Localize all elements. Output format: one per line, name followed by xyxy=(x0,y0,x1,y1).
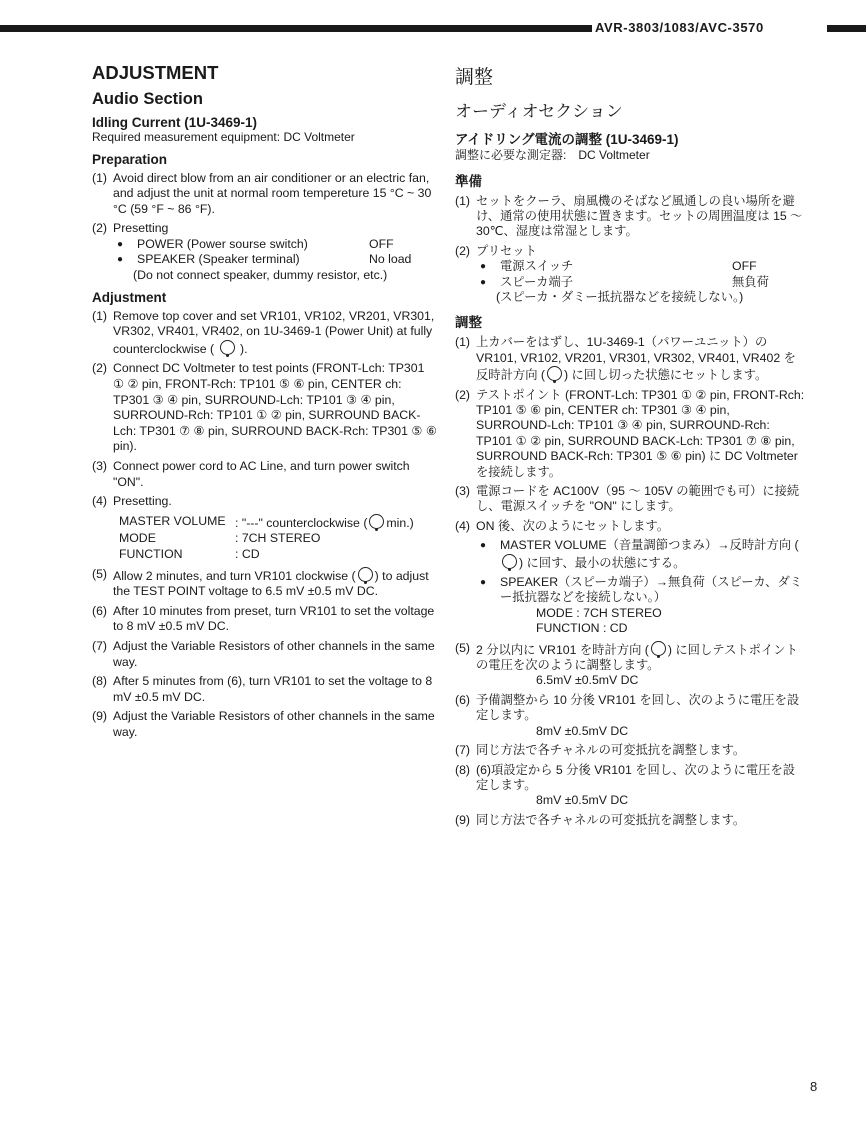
text-pins-p34: ③ ④ xyxy=(152,392,179,407)
text-jp-prep2-num: (2) xyxy=(455,243,471,258)
text-jp-a4-num: (4) xyxy=(455,518,471,533)
text-jp-a7-num: (7) xyxy=(455,743,471,758)
adj-item-4 xyxy=(92,494,438,562)
adj-item-1-jp xyxy=(455,335,805,383)
text-jp-a5-p2: ) に回しテストポイントの電圧を次のように調整します。 xyxy=(476,642,798,673)
text-en-power-value: OFF xyxy=(369,236,394,251)
text-jp-a2-p2: pin, FRONT-Rch: TP101 xyxy=(476,387,805,417)
cw-knob-icon xyxy=(358,567,373,582)
adj-item-1 xyxy=(92,309,438,358)
text-en-a2-p2: pin, FRONT-Rch: TP101 xyxy=(141,377,276,392)
text-jp-a2-num: (2) xyxy=(455,387,471,402)
text-block xyxy=(476,388,805,480)
text-pins-p12: ① ② xyxy=(256,408,282,423)
cw-knob-icon xyxy=(651,641,666,656)
prep-item-2 xyxy=(92,221,438,283)
text-jp-a1-p1: 上カバーをはずし、1U-3469-1（パワーユニット）の VR101, VR102, VR201, VR301, VR302, VR401, VR402 を反時計方向 ( xyxy=(476,335,796,383)
text-en-a3: Connect power cord to AC Line, and turn power switch "ON". xyxy=(113,459,410,489)
bullet-icon: ● xyxy=(117,254,124,266)
text-jp-a2-p3: pin, CENTER ch: TP301 xyxy=(544,402,678,417)
text-block xyxy=(113,361,438,455)
text-block xyxy=(476,641,805,689)
text-en-a2-num: (2) xyxy=(92,361,108,376)
header-rule-end xyxy=(827,25,866,32)
text-block xyxy=(476,244,805,306)
page-number: 8 xyxy=(810,1079,818,1094)
text-jp-a3: 電源コードを AC100V（95 〜 105V の範囲でも可）に接続し、電源スイッチを "ON" にします。 xyxy=(476,484,800,514)
text-en-a1-end: ). xyxy=(240,341,248,356)
text-en-mode-value: : 7CH STEREO xyxy=(235,531,321,546)
text-jp-a2-p5: pin, SURROUND-Rch: TP101 xyxy=(476,418,770,448)
text-en-a8-num: (8) xyxy=(92,674,108,689)
text-pins-p12: ① ② xyxy=(113,377,139,392)
adj-item-6 xyxy=(92,604,438,635)
adj-item-3 xyxy=(92,459,438,490)
text-jp-speaker-value: 無負荷 xyxy=(732,274,769,289)
adj-item-7-jp xyxy=(455,743,805,758)
text-en-func-label: FUNCTION xyxy=(119,546,183,561)
text-en-a7-num: (7) xyxy=(92,638,108,653)
text-block xyxy=(476,693,805,739)
page-title-jp: 調整 xyxy=(455,67,494,88)
text-en-mv-value: : "---" counterclockwise ( xyxy=(235,515,368,530)
text-jp-a9-num: (9) xyxy=(455,812,471,827)
text-jp-power-label: 電源スイッチ xyxy=(500,259,574,274)
text-en-a2-p6: pin, SURROUND BACK-Lch: TP301 xyxy=(113,408,421,438)
text-jp-mode: MODE : 7CH STEREO xyxy=(536,605,662,620)
adjustment-heading-jp: 調整 xyxy=(455,315,482,331)
section-title: Audio Section xyxy=(92,90,203,108)
text-pins-p34: ③ ④ xyxy=(681,402,707,417)
text-jp-a2-p1: テストポイント (FRONT-Lch: TP301 xyxy=(476,387,678,402)
adj-item-4-jp xyxy=(455,519,805,637)
text-block xyxy=(476,275,805,290)
text-en-a9-num: (9) xyxy=(92,709,108,724)
text-jp-a6-v: 8mV ±0.5mV DC xyxy=(536,723,629,738)
text-en-a2-p4: pin, SURROUND-Lch: TP101 xyxy=(181,392,343,407)
text-en-a4-num: (4) xyxy=(92,494,108,509)
adj-item-5 xyxy=(92,567,438,600)
adj-item-8 xyxy=(92,674,438,705)
text-jp-power-value: OFF xyxy=(732,259,757,274)
header-bar xyxy=(0,22,866,34)
text-pins-p56: ⑤ ⑥ xyxy=(411,423,437,438)
adj-item-6-jp xyxy=(455,693,805,739)
text-pins-p56: ⑤ ⑥ xyxy=(656,449,682,464)
text-jp-a2-p4: pin, SURROUND-Lch: TP101 xyxy=(476,402,730,433)
text-jp-a3-num: (3) xyxy=(455,484,471,498)
text-block xyxy=(476,538,805,571)
text-jp-speaker-note: (スピーカ・ダミー抵抗器などを接続しない。) xyxy=(496,289,744,304)
text-jp-a8: (6)項設定から 5 分後 VR101 を回し、次のように電圧を設定します。 xyxy=(476,762,796,792)
text-pins-p12: ① ② xyxy=(680,387,707,402)
text-jp-a1-p2: ) に回し切った状態にセットします。 xyxy=(564,368,768,383)
text-en-a6-num: (6) xyxy=(92,603,108,618)
bullet-icon: ● xyxy=(117,238,124,250)
text-en-mv-value-end: min.) xyxy=(386,515,414,530)
bullet-icon: ● xyxy=(480,540,487,552)
section-title-jp: オーディオセクション xyxy=(455,102,623,121)
text-en-mode-label: MODE xyxy=(119,531,156,546)
text-pins-p34: ③ ④ xyxy=(346,392,372,407)
text-block xyxy=(113,309,438,358)
bullet-icon: ● xyxy=(480,276,487,288)
text-jp-speaker-label: スピーカ端子 xyxy=(500,274,574,289)
text-jp-a1-num: (1) xyxy=(455,335,471,350)
text-en-a2-p3: pin, CENTER ch: TP301 xyxy=(113,377,402,407)
ccw-knob-icon xyxy=(369,514,384,529)
preparation-heading: Preparation xyxy=(92,151,168,167)
speaker-note: (Do not connect speaker, dummy resistor, etc.) xyxy=(133,268,388,283)
speaker-preset xyxy=(113,252,438,268)
required-equipment-jp: 調整に必要な測定器: DC Voltmeter xyxy=(455,148,650,162)
model-number: AVR-3803/1083/AVC-3570 xyxy=(595,20,764,35)
text-pins-p78: ⑦ ⑧ xyxy=(745,433,772,448)
text-en-a2-p7: pin, SURROUND BACK-Rch: TP301 xyxy=(207,423,408,438)
bullet-icon: ● xyxy=(480,261,487,273)
text-block xyxy=(476,575,805,606)
text-en-prep2-num: (2) xyxy=(92,221,108,236)
text-jp-prep1-num: (1) xyxy=(455,193,471,208)
ccw-knob-icon xyxy=(547,366,562,381)
text-block xyxy=(476,763,805,809)
text-block xyxy=(113,494,438,562)
text-jp-a7: 同じ方法で各チャネルの可変抵抗を調整します。 xyxy=(476,743,746,758)
text-jp-mv-p2: ) に回す、最小の状態にする。 xyxy=(519,555,686,570)
text-jp-a2-p7: pin, SURROUND BACK-Rch: TP301 xyxy=(476,433,795,464)
text-pins-p34: ③ ④ xyxy=(617,418,643,433)
function-setting xyxy=(119,547,438,563)
prep-item-1 xyxy=(92,171,438,218)
adj-item-3-jp xyxy=(455,484,805,515)
text-jp-a2-p6: pin, SURROUND BACK-Lch: TP301 xyxy=(544,433,743,448)
text-en-prep2: Presetting xyxy=(113,221,169,236)
text-en-a2-p5: pin, SURROUND-Rch: TP101 xyxy=(113,392,395,423)
adj-item-9 xyxy=(92,709,438,740)
text-en-a6: After 10 minutes from preset, turn VR101 to set the voltage to 8 mV ±0.5 mV DC. xyxy=(113,603,435,634)
text-jp-mv-p1: MASTER VOLUME（音量調節つまみ）→反時計方向 ( xyxy=(500,538,799,553)
english-column xyxy=(92,62,438,745)
text-block xyxy=(476,519,805,637)
text-block xyxy=(113,567,438,600)
adj-item-8-jp xyxy=(455,763,805,809)
text-en-prep1-num: (1) xyxy=(92,170,108,185)
text-pins-p12: ① ② xyxy=(515,433,542,448)
text-jp-a5-v: 6.5mV ±0.5mV DC xyxy=(536,673,639,688)
text-jp-spk-p: SPEAKER（スピーカ端子）→無負荷（スピーカ、ダミー抵抗器などを接続しない。） xyxy=(500,575,803,605)
adj-item-7 xyxy=(92,639,438,670)
text-en-a5-p2: ) to adjust the TEST POINT voltage to 6.5 mV ±0.5 mV DC. xyxy=(113,568,429,599)
prep-item-2-jp xyxy=(455,244,805,306)
subsection-title: Idling Current (1U-3469-1) xyxy=(92,115,258,130)
text-en-mv-label: MASTER VOLUME xyxy=(119,513,226,528)
adj-item-9-jp xyxy=(455,813,805,828)
master-volume-setting xyxy=(119,514,438,532)
ccw-knob-icon xyxy=(220,340,235,355)
text-en-power-label: POWER (Power sourse switch) xyxy=(137,236,308,251)
text-en-prep1: Avoid direct blow from an air conditioner or an electric fan, and adjust the unit at normal room tempereture 15 °C ~ 30 °C (59 °F ~ 86 °F). xyxy=(113,170,432,216)
text-en-speaker-value: No load xyxy=(369,252,412,267)
text-en-a4: Presetting. xyxy=(113,494,172,509)
text-en-a2-p1: Connect DC Voltmeter to test points (FRONT-Lch: TP301 xyxy=(113,361,425,376)
text-en-a9: Adjust the Variable Resistors of other channels in the same way. xyxy=(113,709,435,739)
text-block xyxy=(113,221,438,283)
subsection-title-jp: アイドリング電流の調整 (1U-3469-1) xyxy=(455,132,679,147)
text-en-speaker-label: SPEAKER (Speaker terminal) xyxy=(137,252,300,267)
text-en-a5-num: (5) xyxy=(92,566,108,581)
text-pins-p78: ⑦ ⑧ xyxy=(179,423,205,438)
text-jp-prep2: プリセット xyxy=(476,243,537,258)
text-jp-a2-p8: pin) に DC Voltmeter を接続します。 xyxy=(476,449,798,479)
text-jp-a6-num: (6) xyxy=(455,692,471,707)
text-en-a7: Adjust the Variable Resistors of other channels in the same way. xyxy=(113,638,435,669)
adj-item-5-jp xyxy=(455,641,805,689)
text-en-a3-num: (3) xyxy=(92,459,108,473)
text-en-a2-p8: pin). xyxy=(113,439,137,454)
text-jp-a5-p1: 2 分以内に VR101 を時計方向 ( xyxy=(476,642,649,657)
text-en-a1-num: (1) xyxy=(92,308,108,323)
text-block xyxy=(476,335,805,383)
text-en-a1: Remove top cover and set VR101, VR102, VR201, VR301, VR302, VR401, VR402, on 1U-3469-1 (Power Unit) at fully counterclockwise ( xyxy=(113,308,435,356)
mode-setting xyxy=(119,531,438,547)
text-jp-func: FUNCTION : CD xyxy=(536,621,628,636)
text-jp-a9: 同じ方法で各チャネルの可変抵抗を調整します。 xyxy=(476,812,746,827)
text-jp-a4: ON 後、次のようにセットします。 xyxy=(476,518,670,533)
adj-item-2 xyxy=(92,361,438,455)
text-jp-a5-num: (5) xyxy=(455,640,471,655)
ccw-knob-icon xyxy=(502,554,517,569)
text-en-func-value: : CD xyxy=(235,546,260,561)
required-equipment: Required measurement equipment: DC Voltmeter xyxy=(92,130,355,144)
header-rule xyxy=(0,25,592,32)
adj-item-2-jp xyxy=(455,388,805,480)
text-jp-a8-v: 8mV ±0.5mV DC xyxy=(536,793,629,808)
text-jp-a8-num: (8) xyxy=(455,762,471,777)
text-block xyxy=(476,259,805,274)
text-jp-prep1: セットをクーラ、扇風機のそばなど風通しの良い場所を避け、通常の使用状態に置きます。セットの周囲温度は 15 〜 30℃、湿度は常湿とします。 xyxy=(476,193,803,239)
text-pins-p56: ⑤ ⑥ xyxy=(515,402,542,417)
text-pins-p56: ⑤ ⑥ xyxy=(279,377,305,392)
page-title: ADJUSTMENT xyxy=(92,62,219,83)
bullet-icon: ● xyxy=(480,577,487,589)
text-en-a8: After 5 minutes from (6), turn VR101 to set the voltage to 8 mV ±0.5 mV DC. xyxy=(113,674,433,704)
power-preset xyxy=(113,237,438,253)
japanese-column xyxy=(455,62,805,832)
prep-item-1-jp xyxy=(455,194,805,240)
text-en-a5-p1: Allow 2 minutes, and turn VR101 clockwise ( xyxy=(113,568,356,583)
preparation-heading-jp: 準備 xyxy=(455,173,482,189)
text-jp-a6: 予備調整から 10 分後 VR101 を回し、次のように電圧を設定します。 xyxy=(476,692,800,723)
adjustment-heading: Adjustment xyxy=(92,289,167,305)
